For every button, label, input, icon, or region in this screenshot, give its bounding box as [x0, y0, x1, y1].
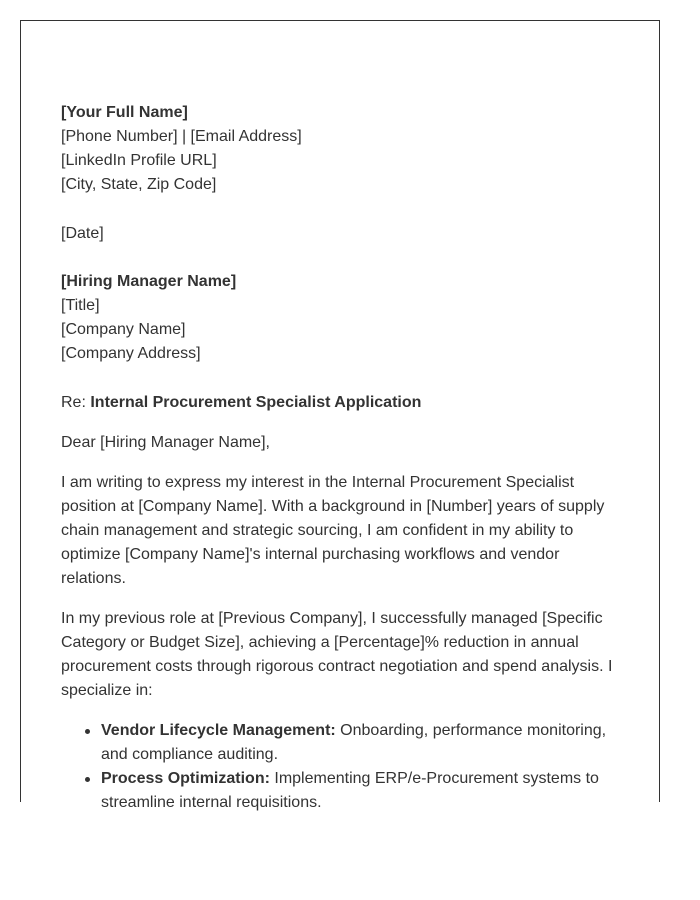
letter-date: [Date]: [61, 225, 104, 242]
recipient-title: [Title]: [61, 297, 100, 314]
subject-line: [61, 391, 621, 415]
bullet-icon: [85, 777, 90, 782]
list-item: [101, 719, 621, 767]
body-paragraph-2: In my previous role at [Previous Company], I successfully managed [Specific Category or Budget Size], achieving a [Percentage]% reduction in annual procurement costs through rigorous contract negotiation and spend analysis. I specialize in:: [61, 610, 613, 699]
salutation: [61, 431, 621, 455]
sender-name: [Your Full Name]: [61, 104, 188, 121]
date-block: [61, 222, 621, 246]
letter-page: [20, 20, 660, 811]
salutation-text: Dear [Hiring Manager Name],: [61, 434, 270, 451]
body-paragraph-1: I am writing to express my interest in the Internal Procurement Specialist position at [Company Name]. With a background in [Number] years of supply chain management and strategic sourcing, I am confident in my ability to optimize [Company Name]'s internal purchasing workflows and vendor relations.: [61, 474, 605, 587]
sender-linkedin: [LinkedIn Profile URL]: [61, 152, 217, 169]
recipient-block: [61, 270, 621, 366]
list-item: [101, 767, 621, 815]
skill-text: Onboarding, performance monitoring, and compliance auditing.: [101, 722, 607, 763]
subject-prefix: Re:: [61, 394, 91, 411]
skill-label: Process Optimization:: [101, 770, 270, 787]
subject-title: Internal Procurement Specialist Application: [90, 394, 422, 411]
recipient-company: [Company Name]: [61, 321, 186, 338]
skill-text: Implementing ERP/e-Procurement systems to streamline internal requisitions.: [101, 770, 599, 811]
skills-list: [61, 719, 621, 815]
sender-block: [61, 101, 621, 197]
recipient-name: [Hiring Manager Name]: [61, 273, 237, 290]
sender-contact: [Phone Number] | [Email Address]: [61, 128, 302, 145]
recipient-address: [Company Address]: [61, 345, 201, 362]
letter-content: [61, 101, 621, 815]
bullet-icon: [85, 729, 90, 734]
skill-label: Vendor Lifecycle Management:: [101, 722, 336, 739]
sender-location: [City, State, Zip Code]: [61, 176, 217, 193]
